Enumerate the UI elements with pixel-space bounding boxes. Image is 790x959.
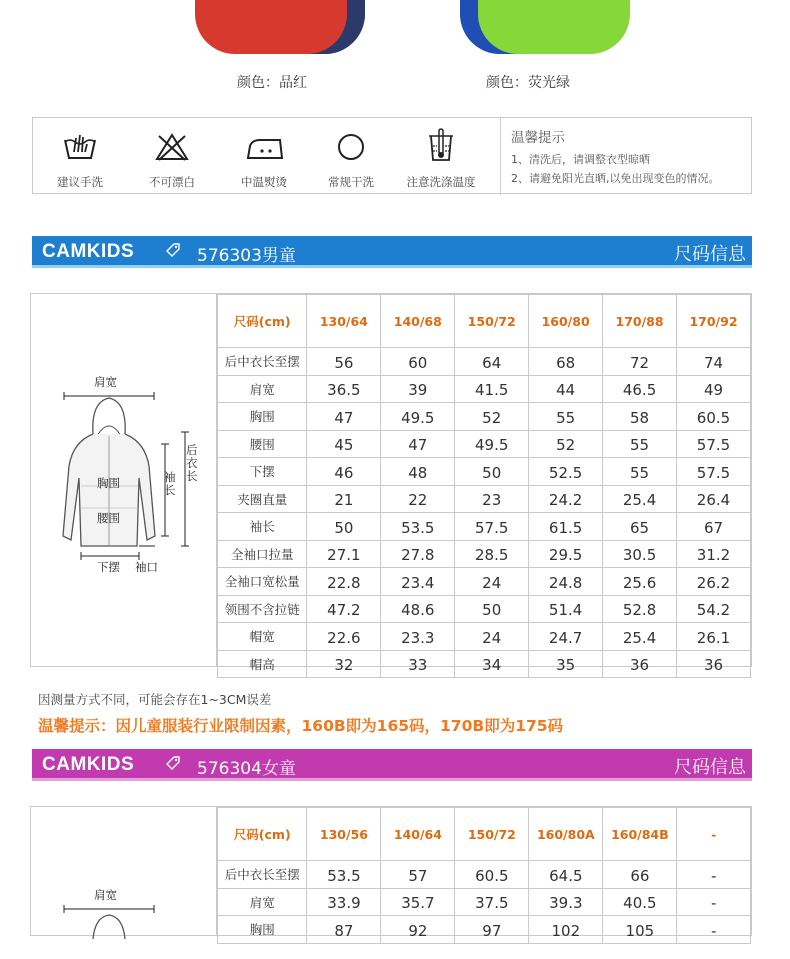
size-value-cell: 48 [381, 458, 455, 486]
size-value-cell: 50 [455, 595, 529, 623]
table-header-row [218, 295, 751, 348]
table-row [218, 403, 751, 431]
row-label: 后中衣长至摆 [218, 861, 307, 889]
color-label-green: 颜色：荧光绿 [486, 75, 570, 91]
size-value-cell: 24.7 [529, 623, 603, 651]
size-value-cell: 87 [307, 916, 381, 944]
size-value-cell: 52 [529, 430, 603, 458]
size-value-cell: 65 [603, 513, 677, 541]
size-value-cell: 50 [307, 513, 381, 541]
table-header-cell: 160/80A [529, 808, 603, 861]
table-row [218, 650, 751, 678]
size-value-cell: 55 [529, 403, 603, 431]
size-value-cell: 44 [529, 375, 603, 403]
size-value-cell: 57 [381, 861, 455, 889]
size-value-cell: 25.4 [603, 485, 677, 513]
care-tip-line: 2、请避免阳光直晒,以免出现变色的情况。 [511, 172, 720, 185]
size-value-cell: 23.4 [381, 568, 455, 596]
size-value-cell: 105 [603, 916, 677, 944]
size-value-cell: 26.1 [677, 623, 751, 651]
size-value-cell: 55 [603, 430, 677, 458]
care-item-wash-temperature [396, 118, 486, 195]
size-value-cell: 24 [455, 568, 529, 596]
size-value-cell: 50 [455, 458, 529, 486]
size-value-cell: 29.5 [529, 540, 603, 568]
size-value-cell: 68 [529, 348, 603, 376]
size-value-cell: 51.4 [529, 595, 603, 623]
size-value-cell: 52.8 [603, 595, 677, 623]
size-value-cell: 66 [603, 861, 677, 889]
care-instructions-panel [32, 117, 752, 194]
size-value-cell: 39.3 [529, 888, 603, 916]
size-value-cell: 24.8 [529, 568, 603, 596]
size-value-cell: 74 [677, 348, 751, 376]
table-row [218, 916, 751, 944]
table-header-cell: 150/72 [455, 295, 529, 348]
size-value-cell: 23.3 [381, 623, 455, 651]
size-value-cell: 31.2 [677, 540, 751, 568]
care-item-no-bleach [127, 118, 217, 195]
table-header-cell: 尺码(cm) [218, 295, 307, 348]
care-item-hand-wash [35, 118, 125, 195]
size-value-cell: 102 [529, 916, 603, 944]
row-label: 肩宽 [218, 375, 307, 403]
size-value-cell: 49 [677, 375, 751, 403]
model-number: 576304女童 [197, 759, 296, 779]
size-value-cell: 32 [307, 650, 381, 678]
waist-label: 腰围 [97, 511, 120, 525]
tag-icon [165, 242, 181, 262]
size-value-cell: 57.5 [455, 513, 529, 541]
size-value-cell: 61.5 [529, 513, 603, 541]
hem-label: 下摆 [97, 560, 120, 574]
row-label: 胸围 [218, 403, 307, 431]
measurement-note: 因测量方式不同，可能会存在1~3CM误差 [38, 692, 272, 707]
size-value-cell: 47 [381, 430, 455, 458]
warm-tip: 温馨提示：因儿童服装行业限制因素，160B即为165码，170B即为175码 [38, 717, 564, 735]
male-size-chart [30, 293, 752, 675]
table-row [218, 485, 751, 513]
size-value-cell: 22.8 [307, 568, 381, 596]
row-label: 后中衣长至摆 [218, 348, 307, 376]
chest-label: 胸围 [97, 476, 120, 490]
size-value-cell: 46.5 [603, 375, 677, 403]
jacket-photo-red [195, 0, 365, 54]
care-label-wash-temperature: 注意洗涤温度 [406, 175, 476, 189]
table-header-cell: 140/64 [381, 808, 455, 861]
table-header-row [218, 808, 751, 861]
row-label: 下摆 [218, 458, 307, 486]
jacket-outline-illustration [51, 899, 201, 959]
shoulder-label: 肩宽 [94, 888, 117, 902]
row-label: 肩宽 [218, 888, 307, 916]
size-value-cell: 22.6 [307, 623, 381, 651]
row-label: 夹圈直量 [218, 485, 307, 513]
male-size-banner [32, 236, 752, 268]
male-table-body [218, 348, 751, 678]
care-item-medium-iron [219, 118, 309, 195]
size-value-cell: 67 [677, 513, 751, 541]
table-header-cell: 150/72 [455, 808, 529, 861]
dry-clean-icon [333, 132, 369, 162]
jacket-measure-diagram [31, 807, 217, 935]
size-value-cell: 72 [603, 348, 677, 376]
size-value-cell: 36.5 [307, 375, 381, 403]
size-value-cell: - [677, 861, 751, 889]
table-row [218, 540, 751, 568]
size-value-cell: 58 [603, 403, 677, 431]
table-header-cell: 140/68 [381, 295, 455, 348]
brand-logo: CAMKIDS [42, 241, 135, 262]
row-label: 全袖口宽松量 [218, 568, 307, 596]
color-label-red: 颜色：品红 [237, 75, 307, 91]
row-label: 领围不含拉链 [218, 595, 307, 623]
size-value-cell: 30.5 [603, 540, 677, 568]
size-value-cell: 25.6 [603, 568, 677, 596]
size-value-cell: 57.5 [677, 458, 751, 486]
no-bleach-icon [154, 132, 190, 162]
size-value-cell: 53.5 [381, 513, 455, 541]
size-value-cell: 34 [455, 650, 529, 678]
table-header-cell: 160/84B [603, 808, 677, 861]
female-size-chart [30, 806, 752, 940]
table-row [218, 348, 751, 376]
row-label: 腰围 [218, 430, 307, 458]
tag-icon [165, 755, 181, 775]
row-label: 帽高 [218, 650, 307, 678]
row-label: 全袖口拉量 [218, 540, 307, 568]
size-value-cell: 33.9 [307, 888, 381, 916]
size-value-cell: 39 [381, 375, 455, 403]
jacket-outline-illustration [51, 386, 201, 586]
size-value-cell: 60.5 [677, 403, 751, 431]
size-value-cell: 37.5 [455, 888, 529, 916]
size-value-cell: 45 [307, 430, 381, 458]
table-row [218, 513, 751, 541]
table-row [218, 375, 751, 403]
medium-iron-icon [246, 132, 286, 162]
care-label-no-bleach: 不可漂白 [149, 175, 195, 189]
brand-logo: CAMKIDS [42, 754, 135, 775]
care-label-hand-wash: 建议手洗 [57, 175, 103, 189]
back-length-label: 后衣长 [186, 443, 198, 483]
size-value-cell: 60.5 [455, 861, 529, 889]
size-value-cell: - [677, 916, 751, 944]
size-value-cell: 92 [381, 916, 455, 944]
table-row [218, 888, 751, 916]
size-value-cell: 25.4 [603, 623, 677, 651]
size-value-cell: 24.2 [529, 485, 603, 513]
female-size-banner [32, 749, 752, 781]
table-row [218, 568, 751, 596]
size-value-cell: 33 [381, 650, 455, 678]
shoulder-label: 肩宽 [94, 375, 117, 389]
table-row [218, 861, 751, 889]
jacket-measure-diagram [31, 294, 217, 666]
size-value-cell: 57.5 [677, 430, 751, 458]
size-value-cell: 97 [455, 916, 529, 944]
care-item-dry-clean [306, 118, 396, 195]
size-value-cell: 64 [455, 348, 529, 376]
care-tip-line: 1、清洗后，请调整衣型晾晒 [511, 153, 650, 166]
size-value-cell: 60 [381, 348, 455, 376]
table-header-cell: 130/64 [307, 295, 381, 348]
size-value-cell: 36 [677, 650, 751, 678]
male-size-table [217, 294, 751, 678]
care-tips-title: 温馨提示 [511, 130, 565, 146]
size-value-cell: 36 [603, 650, 677, 678]
size-value-cell: 28.5 [455, 540, 529, 568]
size-value-cell: 52.5 [529, 458, 603, 486]
care-tips [511, 126, 751, 188]
size-value-cell: 49.5 [381, 403, 455, 431]
size-value-cell: 23 [455, 485, 529, 513]
care-divider [500, 118, 501, 195]
size-value-cell: 26.2 [677, 568, 751, 596]
size-info-label: 尺码信息 [674, 244, 746, 265]
hand-wash-icon [62, 132, 98, 162]
size-value-cell: 56 [307, 348, 381, 376]
female-size-table [217, 807, 751, 944]
care-label-dry-clean: 常规干洗 [328, 175, 374, 189]
row-label: 袖长 [218, 513, 307, 541]
sleeve-label: 袖长 [164, 470, 176, 497]
table-header-cell: 170/92 [677, 295, 751, 348]
size-value-cell: 52 [455, 403, 529, 431]
size-value-cell: 47 [307, 403, 381, 431]
size-value-cell: 27.1 [307, 540, 381, 568]
size-value-cell: 48.6 [381, 595, 455, 623]
table-row [218, 595, 751, 623]
row-label: 胸围 [218, 916, 307, 944]
size-value-cell: - [677, 888, 751, 916]
care-label-medium-iron: 中温熨烫 [241, 175, 287, 189]
jacket-photo-green [460, 0, 630, 54]
table-row [218, 430, 751, 458]
size-value-cell: 47.2 [307, 595, 381, 623]
size-value-cell: 27.8 [381, 540, 455, 568]
size-value-cell: 46 [307, 458, 381, 486]
size-value-cell: 21 [307, 485, 381, 513]
table-row [218, 458, 751, 486]
table-row [218, 623, 751, 651]
size-value-cell: 64.5 [529, 861, 603, 889]
table-header-cell: 尺码(cm) [218, 808, 307, 861]
row-label: 帽宽 [218, 623, 307, 651]
color-swatch-green [455, 0, 635, 60]
table-header-cell: 170/88 [603, 295, 677, 348]
model-number: 576303男童 [197, 246, 296, 266]
size-value-cell: 24 [455, 623, 529, 651]
cuff-label: 袖口 [135, 560, 158, 574]
size-info-label: 尺码信息 [674, 757, 746, 778]
color-swatch-red [190, 0, 370, 60]
size-value-cell: 49.5 [455, 430, 529, 458]
size-value-cell: 35 [529, 650, 603, 678]
table-header-cell: 130/56 [307, 808, 381, 861]
size-value-cell: 22 [381, 485, 455, 513]
female-table-body [218, 861, 751, 944]
size-value-cell: 35.7 [381, 888, 455, 916]
size-value-cell: 40.5 [603, 888, 677, 916]
size-value-cell: 26.4 [677, 485, 751, 513]
size-value-cell: 53.5 [307, 861, 381, 889]
size-value-cell: 54.2 [677, 595, 751, 623]
table-header-cell: 160/80 [529, 295, 603, 348]
table-header-cell: - [677, 808, 751, 861]
wash-temperature-icon [423, 128, 459, 162]
size-value-cell: 41.5 [455, 375, 529, 403]
size-value-cell: 55 [603, 458, 677, 486]
